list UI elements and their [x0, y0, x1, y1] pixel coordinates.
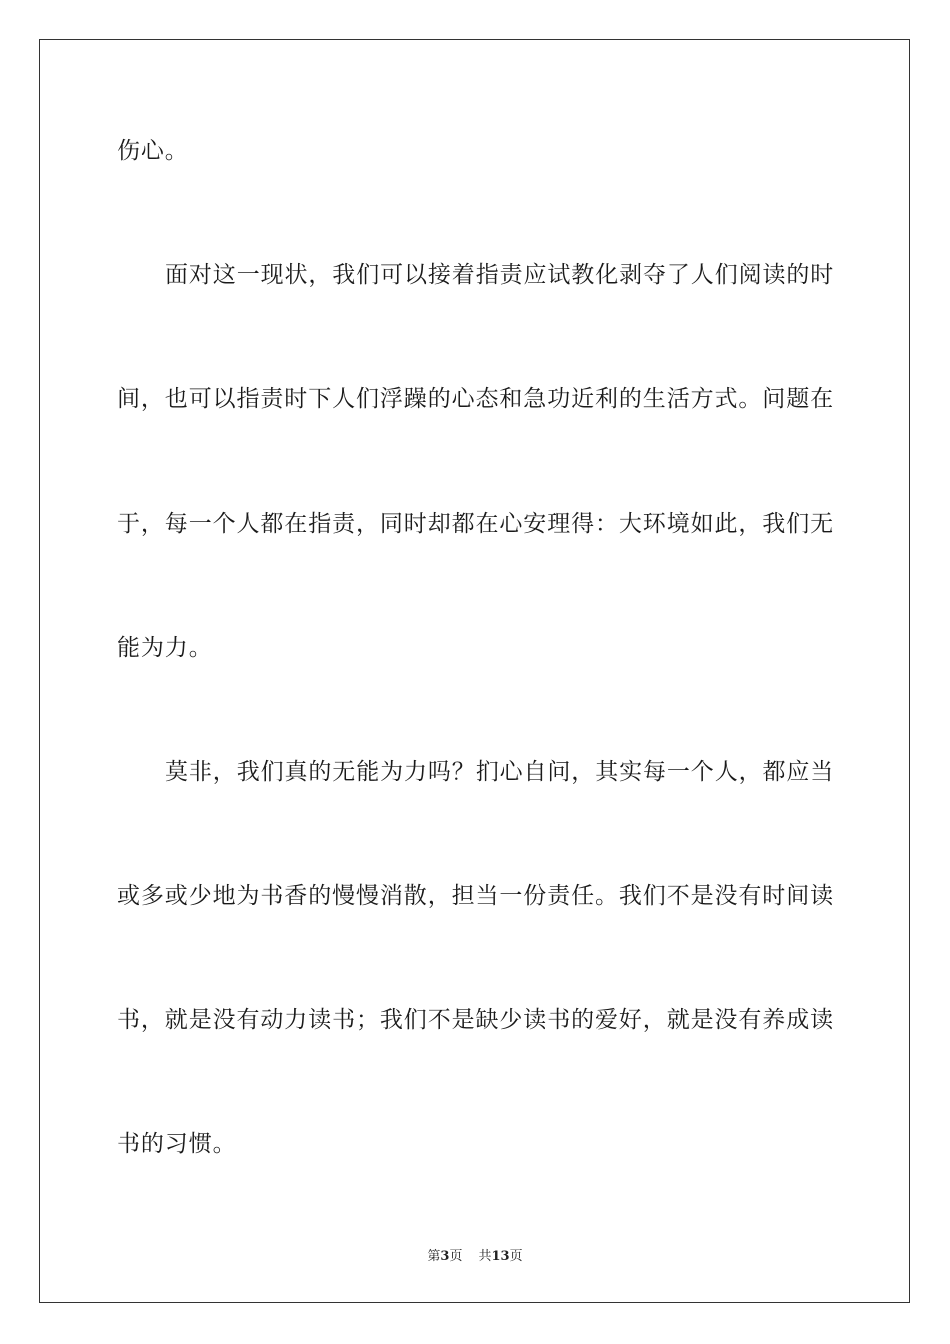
page-prefix: 第 [427, 1249, 441, 1264]
total-suffix: 页 [509, 1249, 523, 1264]
total-pages: 13 [491, 1249, 510, 1264]
page-border [39, 39, 910, 1303]
text-line-7: 或多或少地为书香的慢慢消散，担当一份责任。我们不是没有时间读 [117, 883, 834, 909]
text-line-6: 莫非，我们真的无能为力吗？扪心自问，其实每一个人，都应当 [165, 759, 835, 785]
text-line-3: 间，也可以指责时下人们浮躁的心态和急功近利的生活方式。问题在 [117, 386, 834, 412]
text-line-2: 面对这一现状，我们可以接着指责应试教化剥夺了人们阅读的时 [165, 262, 835, 288]
page-suffix: 页 [449, 1249, 463, 1264]
text-line-4: 于，每一个人都在指责，同时却都在心安理得：大环境如此，我们无 [117, 511, 834, 537]
text-line-1: 伤心。 [117, 138, 189, 164]
page-footer [0, 1248, 950, 1266]
text-line-8: 书，就是没有动力读书；我们不是缺少读书的爱好，就是没有养成读 [117, 1007, 834, 1033]
page-number: 3 [440, 1249, 450, 1264]
total-prefix: 共 [478, 1249, 492, 1264]
text-line-5: 能为力。 [117, 635, 213, 661]
text-line-9: 书的习惯。 [117, 1131, 237, 1157]
